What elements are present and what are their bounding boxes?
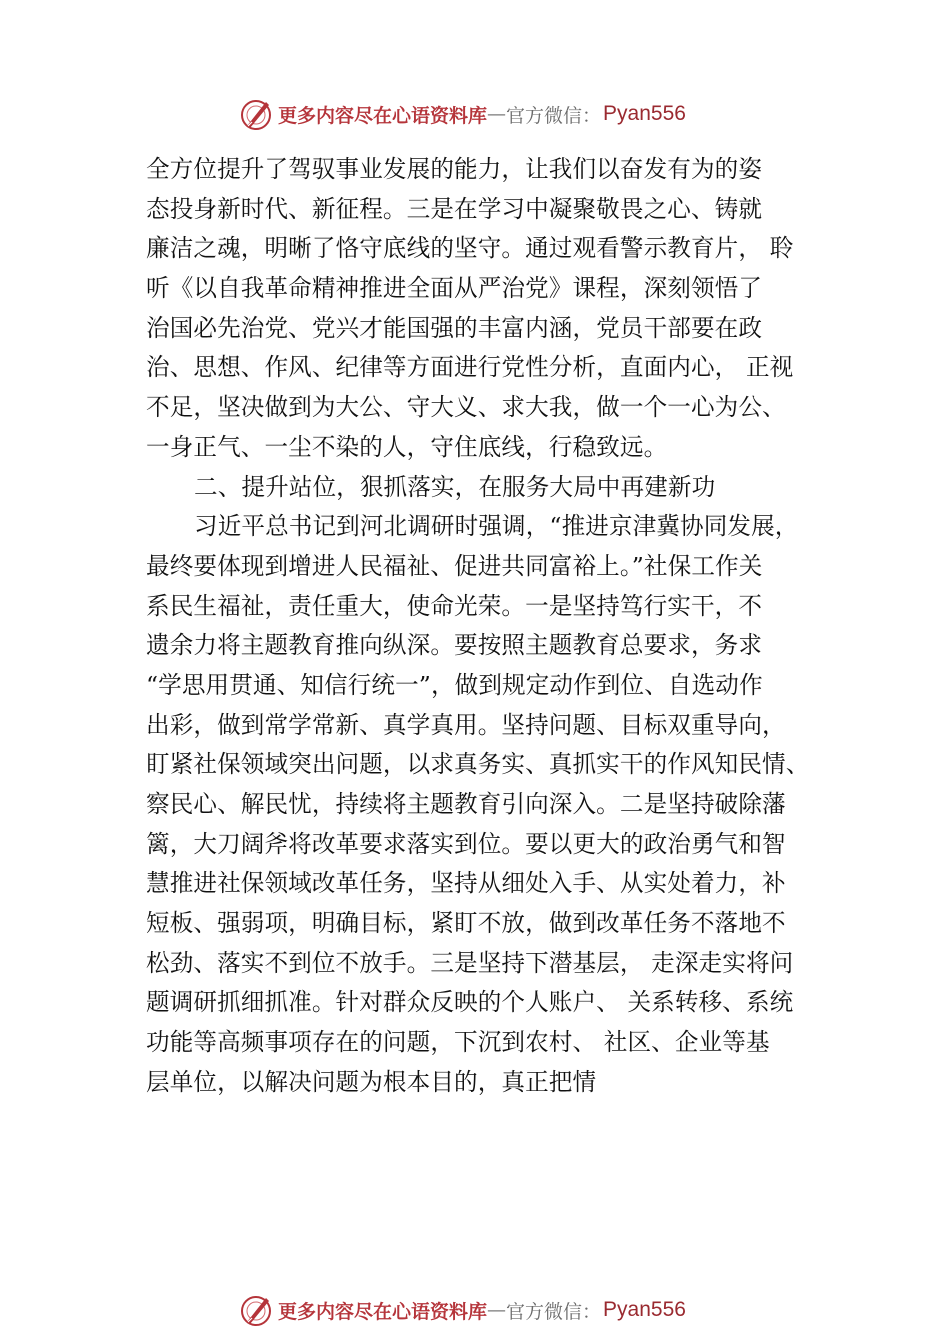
quill-pen-seal-icon: [238, 1292, 274, 1328]
body-line: 功能等高频事项存在的问题，下沉到农村、 社区、企业等基: [146, 1028, 770, 1057]
body-line: 系民生福祉，责任重大，使命光荣。一是坚持笃行实干，不: [146, 591, 763, 620]
header-banner: [238, 94, 686, 134]
body-line: 盯紧社保领域突出问题，以求真务实、真抓实干的作风知民情、: [146, 750, 810, 779]
body-line: 治国必先治党、党兴才能国强的丰富内涵，党员干部要在政: [146, 313, 763, 342]
body-line: 题调研抓细抓准。针对群众反映的个人账户、 关系转移、系统: [146, 988, 794, 1017]
banner-site-name: 更多内容尽在心语资料库: [278, 104, 488, 127]
body-line: 态投身新时代、新征程。三是在学习中凝聚敬畏之心、铸就: [146, 194, 763, 223]
body-line: “学思用贯通、知信行统一”，做到规定动作到位、自选动作: [146, 670, 763, 699]
footer-banner: [238, 1290, 686, 1330]
body-line: 慧推进社保领域改革任务，坚持从细处入手、从实处着力，补: [146, 869, 786, 898]
body-line: 短板、强弱项，明确目标，紧盯不放，做到改革任务不落地不: [146, 909, 786, 938]
body-line: 全方位提升了驾驭事业发展的能力，让我们以奋发有为的姿: [146, 155, 763, 183]
body-line: 一身正气、一尘不染的人，守住底线，行稳致远。: [146, 432, 668, 461]
body-line: 听《以自我革命精神推进全面从严治党》课程，深刻领悟了: [146, 274, 763, 303]
body-line: 遗余力将主题教育推向纵深。要按照主题教育总要求，务求: [146, 631, 763, 660]
banner-wechat-label: 官方微信：: [506, 1300, 602, 1323]
quill-pen-seal-icon: [238, 96, 274, 132]
banner-wechat-id: Pyan556: [603, 102, 686, 125]
banner-dash: —: [487, 1299, 507, 1321]
banner-dash: —: [487, 103, 507, 125]
body-line: 治、思想、作风、纪律等方面进行党性分析，直面内心， 正视: [146, 353, 794, 382]
banner-site-name: 更多内容尽在心语资料库: [278, 1300, 488, 1323]
body-line: 篱，大刀阔斧将改革要求落实到位。要以更大的政治勇气和智: [146, 829, 786, 858]
body-line: 廉洁之魂，明晰了恪守底线的坚守。通过观看警示教育片， 聆: [146, 234, 794, 263]
body-line: 不足，坚决做到为大公、守大义、求大我，做一个一心为公、: [146, 393, 786, 422]
banner-wechat-id: Pyan556: [603, 1298, 686, 1321]
body-line: 出彩，做到常学常新、真学真用。坚持问题、目标双重导向，: [146, 710, 786, 739]
banner-wechat-label: 官方微信：: [506, 104, 602, 127]
document-body: [146, 150, 826, 1103]
body-line: 察民心、解民忧，持续将主题教育引向深入。二是坚持破除藩: [146, 790, 786, 818]
section-heading: 二、提升站位，狠抓落实，在服务大局中再建新功: [194, 472, 716, 501]
paragraph-start: 习近平总书记到河北调研时强调，“推进京津冀协同发展，: [194, 512, 799, 541]
body-line: 最终要体现到增进人民福祉、促进共同富裕上。”社保工作关: [146, 551, 763, 580]
body-line: 层单位，以解决问题为根本目的，真正把情: [146, 1067, 597, 1096]
body-line: 松劲、落实不到位不放手。三是坚持下潜基层， 走深走实将问: [146, 948, 794, 977]
